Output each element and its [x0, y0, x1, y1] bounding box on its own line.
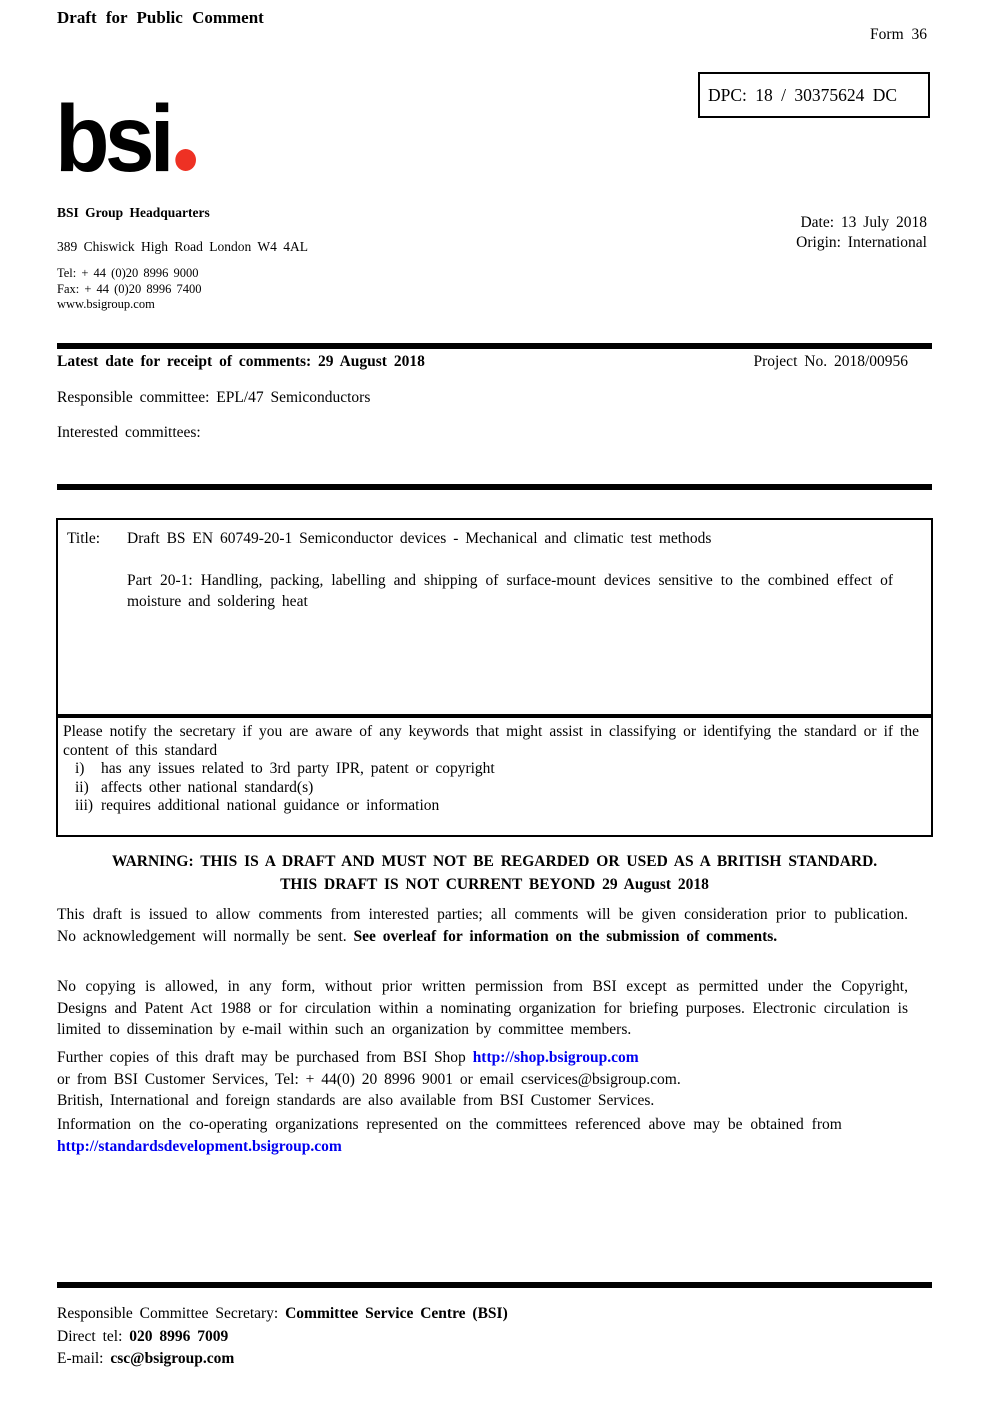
notify-item-i-text: has any issues related to 3rd party IPR, patent or copyright: [101, 760, 495, 777]
footer-tel-line: [57, 1326, 932, 1349]
paragraph-purchase-line3: British, International and foreign standards are also available from BSI Customer Services.: [57, 1092, 655, 1109]
bsi-shop-link[interactable]: http://shop.bsigroup.com: [472, 1049, 639, 1066]
date-origin-block: [796, 213, 927, 253]
title-content: [127, 528, 893, 706]
notify-item-ii-num: ii): [75, 778, 89, 796]
paragraph-purchase-pre: Further copies of this draft may be purchased from BSI Shop: [57, 1049, 473, 1066]
hq-tel: Tel: + 44 (0)20 8996 9000: [57, 266, 199, 280]
paragraph-comments-text: This draft is issued to allow comments from interested parties; all comments will be given consideration prior to publication. No acknowledgement will normally be sent.: [57, 906, 908, 945]
paragraph-cooperating: [57, 1114, 908, 1157]
draft-warning-line2: THIS DRAFT IS NOT CURRENT BEYOND 29 August 2018: [280, 876, 709, 893]
bsi-logo-dot-icon: [176, 149, 197, 171]
paragraph-comments: [57, 904, 908, 947]
latest-date-label: Latest date for receipt of comments: 29 August 2018: [57, 353, 425, 370]
notify-item-iii: [63, 797, 919, 816]
notify-item-i-num: i): [75, 760, 85, 777]
footer-email-line: [57, 1348, 932, 1371]
standards-development-link[interactable]: http://standardsdevelopment.bsigroup.com: [57, 1137, 342, 1155]
notify-item-i: [63, 760, 919, 779]
interested-committees: Interested committees:: [57, 424, 201, 441]
title-label: Title:: [67, 530, 101, 547]
footer-tel-value: 020 8996 7009: [129, 1327, 229, 1345]
footer-email-value: csc@bsigroup.com: [110, 1350, 235, 1367]
project-number: Project No. 2018/00956: [753, 353, 908, 370]
paragraph-comments-bold: See overleaf for information on the submission of comments.: [353, 927, 778, 945]
title-box: [56, 518, 933, 716]
origin: Origin: International: [796, 234, 927, 251]
paragraph-purchase-line2: or from BSI Customer Services, Tel: + 44(0) 20 8996 9001 or email cservices@bsigroup.com.: [57, 1070, 681, 1088]
dpc-number: DPC: 18 / 30375624 DC: [708, 84, 898, 105]
hq-contact-block: [57, 266, 201, 313]
hq-address: 389 Chiswick High Road London W4 4AL: [57, 239, 308, 254]
paragraph-copyright: No copying is allowed, in any form, without prior written permission from BSI except as permitted under the Copyright, Designs and Patent Act 1988 or for circulation within a nominating organization for briefing purposes. Electronic circulation is limited to dissemination by e-mail within such an organization by committee members.: [57, 978, 908, 1038]
hq-name: BSI Group Headquarters: [57, 205, 210, 220]
notify-item-iii-num: iii): [75, 797, 94, 814]
notify-item-ii: [63, 779, 919, 798]
comments-deadline-row: [57, 353, 908, 371]
footer-secretary-value: Committee Service Centre (BSI): [285, 1305, 508, 1322]
divider-top: [57, 343, 932, 349]
footer-email-label: E-mail:: [57, 1350, 111, 1367]
standard-subtitle: Part 20-1: Handling, packing, labelling and shipping of surface-mount devices sensitive to the combined effect of moisture and soldering heat: [127, 571, 893, 610]
standard-title: Draft BS EN 60749-20-1 Semiconductor devices - Mechanical and climatic test methods: [127, 530, 712, 547]
paragraph-cooperating-pre: Information on the co-operating organizations represented on the committees referenced above may be obtained from: [57, 1116, 842, 1133]
draft-warning: [57, 850, 932, 896]
footer-secretary-line: [57, 1303, 932, 1326]
divider-bottom: [57, 1282, 932, 1288]
notify-item-iii-text: requires additional national guidance or information: [101, 797, 440, 814]
notify-intro: Please notify the secretary if you are aware of any keywords that might assist in classifying or identifying the standard or if the content of this standard: [63, 723, 919, 759]
issue-date: Date: 13 July 2018: [800, 214, 927, 231]
bsi-logo: [55, 86, 196, 192]
dpc-number-box: [698, 72, 930, 118]
footer-tel-label: Direct tel:: [57, 1327, 130, 1345]
notify-item-ii-text: affects other national standard(s): [101, 778, 314, 796]
paragraph-purchase: [57, 1047, 908, 1112]
hq-fax: Fax: + 44 (0)20 8996 7400: [57, 281, 202, 296]
divider-middle: [57, 484, 932, 490]
page-title: Draft for Public Comment: [57, 8, 264, 27]
hq-website: www.bsigroup.com: [57, 297, 155, 311]
draft-warning-line1: WARNING: THIS IS A DRAFT AND MUST NOT BE REGARDED OR USED AS A BRITISH STANDARD.: [111, 853, 878, 870]
footer-contact-block: [57, 1303, 932, 1371]
responsible-committee: Responsible committee: EPL/47 Semiconductors: [57, 389, 371, 406]
form-number: Form 36: [870, 26, 927, 43]
footer-secretary-label: Responsible Committee Secretary:: [57, 1305, 286, 1322]
keywords-notify-box: [56, 716, 933, 837]
bsi-logo-text: bsi: [55, 86, 170, 192]
